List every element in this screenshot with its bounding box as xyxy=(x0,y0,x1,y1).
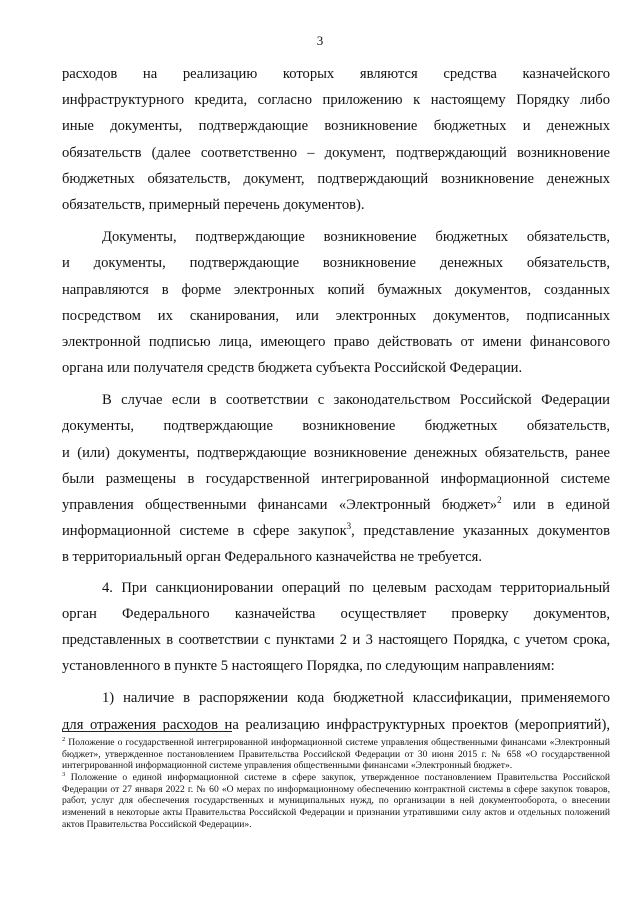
paragraph xyxy=(62,387,610,570)
footnote-line: интегрированной информационной системе управления общественными финансами «Электронный бюджет». xyxy=(62,760,513,772)
page-number: 3 xyxy=(316,33,324,48)
paragraph xyxy=(62,575,610,680)
footnote-marker: 3 xyxy=(62,772,66,778)
text-span: информационной системе в сфере закупок xyxy=(62,523,347,540)
footnote xyxy=(62,737,610,772)
footnote-line: Федерации от 27 января 2022 г. № 60 «О мерах по информационному обеспечению контрактной системы в сфере закупок товаров, xyxy=(62,783,610,795)
footnote-line: изменений в некоторые акты Правительства Российской Федерации и признании утратившими силу актов и отдельных положений xyxy=(62,807,610,819)
text-line: 4. При санкционировании операций по целевым расходам территориальный xyxy=(102,579,610,596)
paragraph xyxy=(62,61,610,218)
text-line: в территориальный орган Федерального казначейства не требуется. xyxy=(62,549,482,566)
text-line: были размещены в государственной интегрированной информационной системе xyxy=(62,470,610,487)
text-line: расходов на реализацию которых являются средства казначейского xyxy=(62,66,610,82)
footnote-line: бюджет», утвержденное постановлением Правительства Российской Федерации от 30 июня 2015 г. № 658 «О государственной xyxy=(62,748,610,760)
text-line: органа или получателя средств бюджета субъекта Российской Федерации. xyxy=(62,360,523,377)
footnote-ref[interactable]: 3 xyxy=(346,521,352,532)
text-line: орган Федерального казначейства осуществляет проверку документов, xyxy=(62,605,610,622)
text-line: и документы, подтверждающие возникновение денежных обязательств, xyxy=(62,255,610,272)
text-line: посредством их сканирования, или электронных документов, подписанных xyxy=(62,307,610,324)
text-line: обязательств, примерный перечень документов). xyxy=(62,196,365,213)
text-line: направляются в форме электронных копий бумажных документов, созданных xyxy=(62,281,610,298)
text-span: или в единой xyxy=(501,497,610,513)
text-line: инфраструктурного кредита, согласно приложению к настоящему Порядку либо xyxy=(62,92,610,109)
text-line xyxy=(62,492,610,518)
text-line: электронной подписью лица, имеющего право действовать от имени финансового xyxy=(62,333,610,350)
text-span: управления общественными финансами «Электронный бюджет» xyxy=(62,497,498,513)
text-span: Положение о единой информационной системе в сфере закупок, утвержденное постановлением Правительства Российской xyxy=(65,772,610,784)
footnote-line xyxy=(62,772,610,784)
text-span: , представление указанных документов xyxy=(351,523,610,540)
text-line: обязательств (далее соответственно – документ, подтверждающий возникновение xyxy=(62,144,610,161)
text-line: 1) наличие в распоряжении кода бюджетной классификации, применяемого xyxy=(102,690,610,707)
text-line: бюджетных обязательств, документ, подтверждающий возникновение денежных xyxy=(62,170,610,187)
footnote-separator xyxy=(62,731,232,732)
paragraph xyxy=(62,224,610,381)
text-line: для отражения расходов на реализацию инфраструктурных проектов (мероприятий), xyxy=(62,716,610,733)
text-line: Документы, подтверждающие возникновение бюджетных обязательств, xyxy=(102,229,610,246)
footnote-line xyxy=(62,737,610,749)
text-line: установленного в пункте 5 настоящего Порядка, по следующим направлениям: xyxy=(62,658,555,675)
footnote xyxy=(62,772,610,830)
footnotes xyxy=(62,737,610,831)
text-line: документы, подтверждающие возникновение бюджетных обязательств, xyxy=(62,418,610,435)
paragraph xyxy=(62,685,610,737)
text-line: представленных в соответствии с пунктами 2 и 3 настоящего Порядка, с учетом срока, xyxy=(62,631,610,648)
text-line xyxy=(62,518,610,544)
footnote-line: работ, услуг для обеспечения государственных и муниципальных нужд, по организации в ней документооборота, о внесении xyxy=(62,795,610,807)
text-span: Положение о государственной интегрированной информационной системе управления общественными финансами «Электронный xyxy=(65,737,610,748)
text-line: иные документы, подтверждающие возникновение бюджетных и денежных xyxy=(62,118,610,135)
footnote-marker: 2 xyxy=(62,737,66,743)
footnote-line: актов Правительства Российской Федерации». xyxy=(62,818,252,830)
footnote-ref[interactable]: 2 xyxy=(497,495,502,506)
body-text xyxy=(62,61,610,738)
text-line: и (или) документы, подтверждающие возникновение денежных обязательств, ранее xyxy=(62,444,610,461)
text-line: В случае если в соответствии с законодательством Российской Федерации xyxy=(102,392,610,409)
